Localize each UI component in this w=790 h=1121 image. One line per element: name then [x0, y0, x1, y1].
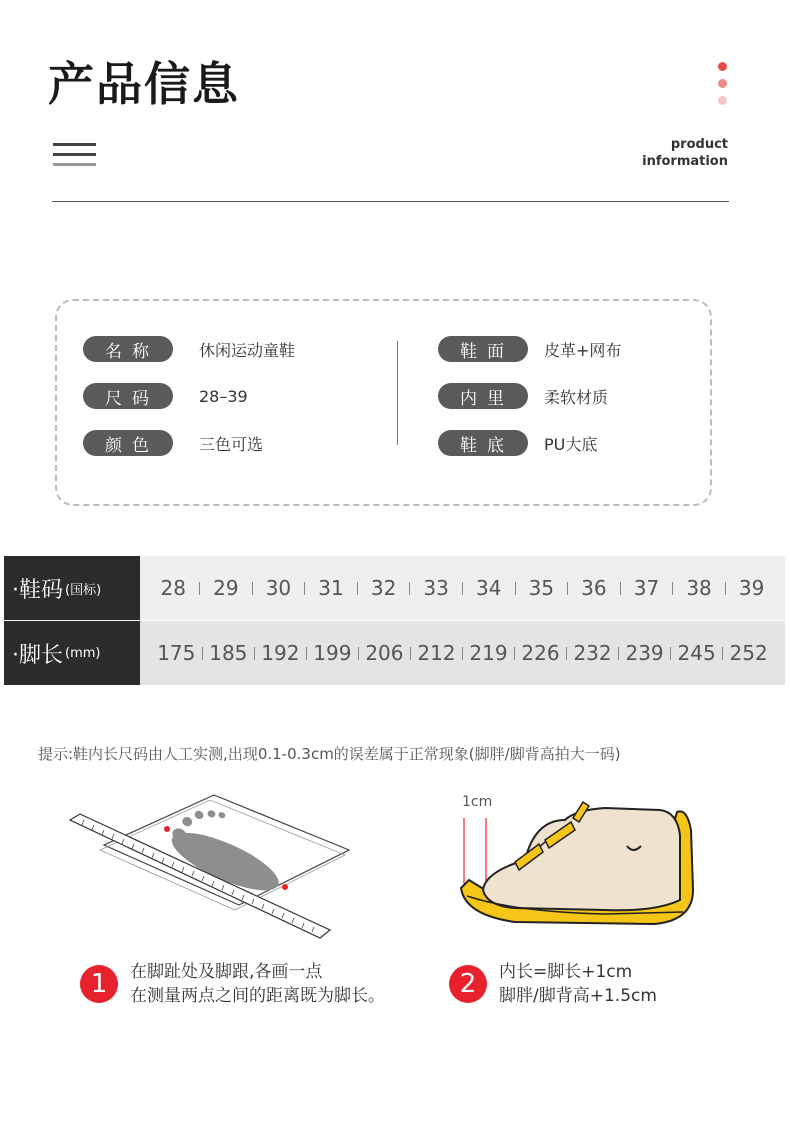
foot-measure-illustration: [64, 790, 354, 950]
foot-length-cell: 219: [469, 641, 508, 665]
step-description: [499, 960, 657, 1008]
subtitle-line2: information: [642, 154, 728, 169]
info-value: PU大底: [544, 434, 598, 454]
cell-separator: [199, 582, 200, 595]
foot-length-cell: 245: [677, 641, 716, 665]
foot-length-cell: 175: [157, 641, 196, 665]
step-number-badge: 1: [80, 965, 118, 1003]
cell-separator: [672, 582, 673, 595]
size-row-header: [4, 556, 140, 620]
info-value: 三色可选: [199, 434, 264, 454]
foot-length-cell: 206: [365, 641, 404, 665]
size-cell: 32: [370, 576, 397, 600]
cell-separator: [254, 647, 255, 660]
info-value: 休闲运动童鞋: [199, 340, 296, 360]
info-label: 鞋底: [438, 430, 528, 456]
cell-separator: [202, 647, 203, 660]
info-row-upper: [438, 336, 621, 362]
cell-separator: [357, 582, 358, 595]
size-cell: 28: [160, 576, 186, 600]
dot-1: [718, 62, 727, 71]
foot-length-cell: 212: [417, 641, 456, 665]
foot-length-row: [4, 621, 785, 685]
info-row-lining: [438, 383, 608, 409]
info-label: 名称: [83, 336, 173, 362]
info-row-name: [83, 336, 295, 362]
foot-length-cell: 199: [313, 641, 352, 665]
step-line: 在测量两点之间的距离既为脚长。: [130, 986, 385, 1006]
cell-separator: [410, 647, 411, 660]
foot-length-cell: 226: [521, 641, 560, 665]
info-label: 鞋面: [438, 336, 528, 362]
cell-separator: [462, 582, 463, 595]
foot-length-cell: 185: [209, 641, 248, 665]
info-row-size: [83, 383, 248, 409]
cell-separator: [566, 647, 567, 660]
foot-length-unit: (mm): [65, 645, 101, 661]
info-value: 28–39: [199, 386, 248, 406]
header-divider: [52, 201, 729, 202]
cell-separator: [725, 582, 726, 595]
size-row-unit: (国标): [65, 582, 102, 598]
info-value: 皮革+网布: [544, 340, 622, 360]
info-label: 内里: [438, 383, 528, 409]
cell-separator: [567, 582, 568, 595]
step-1: [80, 960, 385, 1008]
info-value: 柔软材质: [544, 387, 609, 407]
foot-length-cell: 239: [625, 641, 664, 665]
size-cell: 30: [265, 576, 292, 600]
menu-lines-icon: [53, 143, 96, 169]
page-title: 产品信息: [48, 57, 240, 111]
foot-length-cell: 252: [729, 641, 768, 665]
measure-label: 1cm: [462, 794, 493, 810]
foot-length-label: ·脚长: [12, 642, 63, 668]
cell-separator: [252, 582, 253, 595]
cell-separator: [515, 582, 516, 595]
dot-3: [718, 96, 727, 105]
info-divider: [397, 341, 398, 445]
foot-length-row-header: [4, 621, 140, 685]
cell-separator: [620, 582, 621, 595]
size-cell: 31: [318, 576, 344, 600]
cell-separator: [514, 647, 515, 660]
info-label: 颜色: [83, 430, 173, 456]
cell-separator: [618, 647, 619, 660]
dot-2: [718, 79, 727, 88]
step-2: [449, 960, 657, 1008]
size-cell: 33: [423, 576, 449, 600]
size-cell: 29: [213, 576, 239, 600]
size-cell: 38: [686, 576, 712, 600]
size-row-cells: [140, 556, 785, 620]
cell-separator: [462, 647, 463, 660]
size-cell: 36: [581, 576, 607, 600]
size-row: [4, 556, 785, 620]
cell-separator: [409, 582, 410, 595]
subtitle-line1: product: [670, 137, 728, 152]
cell-separator: [670, 647, 671, 660]
foot-length-cells: [140, 621, 785, 685]
step-line: 在脚趾处及脚跟,各画一点: [130, 962, 323, 982]
info-row-color: [83, 430, 263, 456]
step-line: 内长=脚长+1cm: [499, 962, 633, 982]
step-line: 脚胖/脚背高+1.5cm: [499, 986, 657, 1006]
sizing-note: 提示:鞋内长尺码由人工实测,出现0.1-0.3cm的误差属于正常现象(脚胖/脚背高拍大一码): [38, 745, 621, 763]
shoe-fit-illustration: [455, 800, 700, 930]
info-row-sole: [438, 430, 597, 456]
subtitle: [642, 136, 728, 170]
cell-separator: [358, 647, 359, 660]
cell-separator: [722, 647, 723, 660]
size-cell: 39: [738, 576, 765, 600]
step-number-badge: 2: [449, 965, 487, 1003]
size-row-label: ·鞋码: [12, 577, 63, 603]
size-cell: 37: [633, 576, 660, 600]
info-label: 尺码: [83, 383, 173, 409]
size-cell: 34: [476, 576, 502, 600]
step-description: [130, 960, 385, 1008]
cell-separator: [306, 647, 307, 660]
foot-length-cell: 232: [573, 641, 612, 665]
foot-length-cell: 192: [261, 641, 300, 665]
cell-separator: [304, 582, 305, 595]
size-cell: 35: [528, 576, 555, 600]
